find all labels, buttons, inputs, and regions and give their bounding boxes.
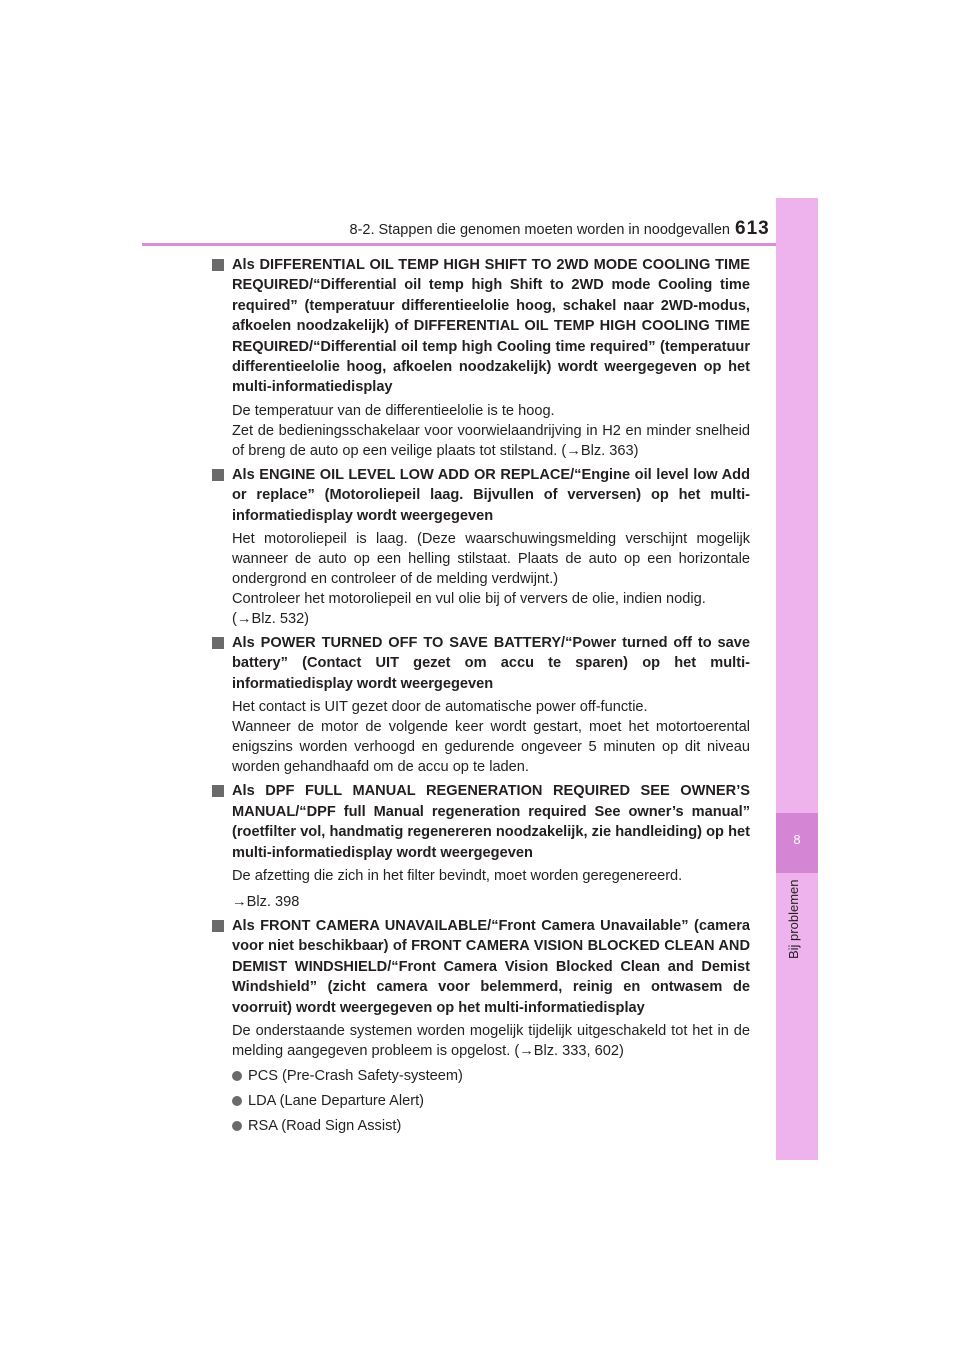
round-bullet-icon (232, 1071, 242, 1081)
section-text (232, 697, 750, 777)
list-item-text: LDA (Lane Departure Alert) (248, 1092, 425, 1109)
section-heading: Als FRONT CAMERA UNAVAILABLE/“Front Camera Unavailable” (camera voor niet beschikbaar) of FRONT CAMERA VISION BLOCKED CLEAN AND DEMIST WINDSHIELD/“Front Camera Vision Blocked Clean and Demist Windshield” (zicht camera voor belemmerd, reinig en ontwasem de voorruit) wordt weergegeven op het multi-informatiedisplay (232, 917, 750, 1016)
text-line: (→Blz. 532) (232, 611, 310, 628)
round-bullet-icon (232, 1096, 242, 1106)
text-line: De afzetting die zich in het filter bevindt, moet worden geregenereerd. (232, 867, 683, 884)
square-bullet-icon (212, 469, 224, 481)
section-engine-oil-level (212, 465, 750, 629)
chapter-label: Bij problemen (786, 880, 801, 960)
chapter-number: 8 (793, 832, 801, 847)
square-bullet-icon (212, 637, 224, 649)
text-line: Het contact is UIT gezet door de automatische power off-functie. (232, 699, 648, 716)
section-heading: Als DPF FULL MANUAL REGENERATION REQUIRED SEE OWNER’S MANUAL/“DPF full Manual regeneration required See owner’s manual” (roetfilter vol, handmatig regenereren noodzakelijk, zie handleiding) op het multi-informatiedisplay wordt weergegeven (232, 783, 750, 861)
list-item-text: RSA (Road Sign Assist) (248, 1117, 402, 1134)
list-item-text: PCS (Pre-Crash Safety-systeem) (248, 1067, 463, 1084)
section-text (232, 401, 750, 461)
square-bullet-icon (212, 785, 224, 797)
section-text (232, 866, 750, 886)
text-line: De onderstaande systemen worden mogelijk tijdelijk uitgeschakeld tot het in de melding aangegeven probleem is opgelost. (→Blz. 333, 602) (232, 1022, 750, 1059)
section-heading: Als DIFFERENTIAL OIL TEMP HIGH SHIFT TO 2WD MODE COOLING TIME REQUIRED/“Differential oil temp high Shift to 2WD mode Cooling time required” (temperatuur differentieelolie hoog, schakel naar 2WD-modus, afkoelen noodzakelijk) of DIFFERENTIAL OIL TEMP HIGH COOLING TIME REQUIRED/“Differential oil temp high Cooling time required” (temperatuur differentieelolie hoog, afkoelen noodzakelijk) wordt weergegeven op het multi-informatiedisplay (232, 257, 750, 396)
section-differential-oil-temp (212, 255, 750, 461)
text-line: Het motoroliepeil is laag. (Deze waarschuwingsmelding verschijnt mogelijk wanneer de auto op een helling stilstaat. Plaats de auto op een horizontale ondergrond en controleer of de melding verdwijnt.) (232, 531, 750, 588)
page-reference: →Blz. 398 (232, 893, 300, 910)
list-item (232, 1066, 750, 1086)
square-bullet-icon (212, 259, 224, 271)
square-bullet-icon (212, 920, 224, 932)
section-text (232, 529, 750, 629)
section-heading: Als POWER TURNED OFF TO SAVE BATTERY/“Power turned off to save battery” (Contact UIT gezet om accu te sparen) op het multi-informatiedisplay wordt weergegeven (232, 635, 750, 692)
section-power-turned-off (212, 633, 750, 777)
section-dpf-full (212, 781, 750, 912)
list-item (232, 1091, 750, 1111)
text-line: Wanneer de motor de volgende keer wordt gestart, moet het motortoerental enigszins worden verhoogd en gedurende ongeveer 5 minuten op dit niveau worden gehandhaafd om de accu op te laden. (232, 719, 750, 776)
text-line: Zet de bedieningsschakelaar voor voorwielaandrijving in H2 en minder snelheid of breng de auto op een veilige plaats tot stilstand. (→Blz. 363) (232, 422, 750, 459)
section-heading: Als ENGINE OIL LEVEL LOW ADD OR REPLACE/“Engine oil level low Add or replace” (Motoroliepeil laag. Bijvullen of verversen) op het multi-informatiedisplay wordt weergegeven (232, 466, 750, 524)
section-front-camera (212, 916, 750, 1136)
text-line: De temperatuur van de differentieelolie is te hoog. (232, 402, 555, 419)
running-header: 8-2. Stappen die genomen moeten worden in noodgevallen (349, 222, 730, 238)
page-number: 613 (735, 218, 770, 239)
header-divider (142, 243, 818, 246)
list-item (232, 1116, 750, 1136)
page-content (212, 255, 750, 1136)
section-text (232, 1021, 750, 1061)
chapter-side-tab (776, 198, 818, 1160)
text-line: Controleer het motoroliepeil en vul olie bij of ververs de olie, indien nodig. (232, 591, 706, 608)
round-bullet-icon (232, 1121, 242, 1131)
